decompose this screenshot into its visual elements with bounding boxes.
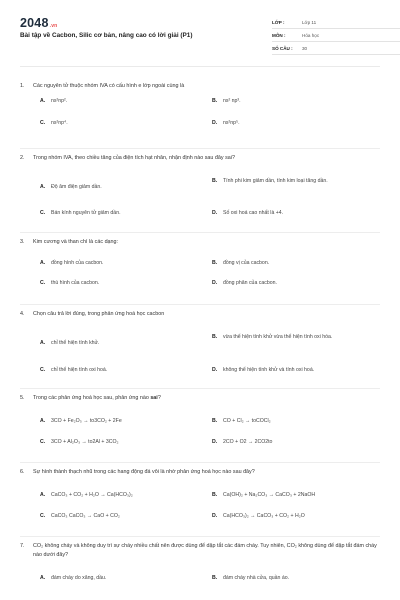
- option-a[interactable]: A. chỉ thể hiện tính khử.: [40, 340, 100, 346]
- question-5: [20, 394, 380, 445]
- question-text: Trong nhóm IVA, theo chiều tăng của điện tích hạt nhân, nhận định nào sau đây sai?: [33, 155, 235, 161]
- question-text: Trong các phản ứng hoá học sau, phản ứng nào sai?: [33, 395, 161, 401]
- meta-label: SỐ CÂU :: [272, 45, 293, 51]
- option-a[interactable]: A. đám cháy do xăng, dầu.: [40, 575, 107, 581]
- option-a[interactable]: A. Độ âm điện giảm dần.: [40, 184, 102, 190]
- question-divider: [20, 148, 380, 149]
- option-d[interactable]: D. ns²np⁵.: [212, 120, 240, 126]
- option-c[interactable]: C. CaCO₃ CaCO₃ → CaO + CO₂: [40, 513, 120, 519]
- question-text: Chọn câu trả lời đúng, trong phản ứng hoá học cacbon: [33, 311, 165, 317]
- meta-row-class: [272, 16, 400, 29]
- meta-label: MÔN :: [272, 32, 286, 38]
- option-c[interactable]: C. 3CO + Al₂O₃ → to2Al + 3CO₂: [40, 439, 119, 445]
- meta-value: Lớp 11: [302, 19, 317, 25]
- question-divider: [20, 388, 380, 389]
- question-number: 5.: [20, 395, 25, 401]
- option-c[interactable]: C. chỉ thể hiện tính oxi hoá.: [40, 367, 108, 373]
- header-divider: [20, 66, 380, 67]
- question-2: [20, 154, 380, 216]
- question-stem: [20, 394, 380, 403]
- question-text: Kim cương và than chì là các dạng:: [33, 239, 119, 245]
- document-title: Bài tập về Cacbon, Silic cơ bản, nâng cao có lời giải (P1): [20, 32, 193, 39]
- option-d[interactable]: D. 2CO + O2 → 2CO2to: [212, 439, 273, 445]
- meta-row-count: [272, 42, 400, 55]
- option-b[interactable]: B. ns² np³.: [212, 98, 241, 104]
- option-b[interactable]: B. đồng vị của cacbon.: [212, 260, 270, 266]
- option-c[interactable]: C. thù hình của cacbon.: [40, 280, 100, 286]
- question-number: 3.: [20, 239, 25, 245]
- option-d[interactable]: D. Ca(HCO₃)₂ → CaCO₃ + CO₂ + H₂O: [212, 513, 305, 519]
- question-3: [20, 238, 380, 286]
- option-d[interactable]: D. đồng phân của cacbon.: [212, 280, 277, 286]
- question-stem: [20, 310, 380, 319]
- question-4: [20, 310, 380, 373]
- question-text: Sự hình thành thạch nhũ trong các hang động đá vôi là nhờ phản ứng hoá học nào sau đây?: [33, 469, 255, 475]
- question-stem: [20, 542, 380, 560]
- option-a[interactable]: A. CaCO₃ + CO₂ + H₂O → Ca(HCO₃)₂: [40, 492, 133, 498]
- option-a[interactable]: A. 3CO + Fe₂O₃ → to3CO₂ + 2Fe: [40, 418, 122, 424]
- question-6: [20, 468, 380, 519]
- option-b[interactable]: B. đám cháy nhà cửa, quần áo.: [212, 575, 290, 581]
- site-logo[interactable]: 2048.vn: [20, 16, 58, 30]
- option-b[interactable]: B. Ca(OH)₂ + Na₂CO₃ → CaCO₃ + 2NaOH: [212, 492, 316, 498]
- question-stem: [20, 238, 380, 247]
- question-divider: [20, 462, 380, 463]
- question-stem: [20, 154, 380, 163]
- document-meta: [272, 16, 400, 55]
- option-a[interactable]: A. đồng hình của cacbon.: [40, 260, 104, 266]
- meta-value: 30: [302, 45, 308, 51]
- question-number: 6.: [20, 469, 25, 475]
- option-d[interactable]: D. Số oxi hoá cao nhất là +4.: [212, 210, 284, 216]
- question-text: Các nguyên tử thuộc nhóm IVA có cấu hình e lớp ngoài cùng là: [33, 83, 185, 89]
- question-divider: [20, 536, 380, 537]
- question-text: CO₂ không cháy và không duy trì sự cháy nhiều chất nên được dùng để dập tắt các đám cháy. Tuy nhiên, CO₂ không dùng để dập tắt đám cháy nào dưới đây?: [33, 543, 377, 558]
- question-divider: [20, 304, 380, 305]
- option-a[interactable]: A. ns²np².: [40, 98, 68, 104]
- option-c[interactable]: C. ns²np⁴.: [40, 120, 68, 126]
- option-b[interactable]: B. CO + Cl₂ → toCOCl₂: [212, 418, 271, 424]
- question-7: [20, 542, 380, 581]
- meta-label: LỚP :: [272, 19, 285, 25]
- option-b[interactable]: B. vừa thể hiện tính khử vừa thể hiện tính oxi hóa.: [212, 334, 333, 340]
- option-c[interactable]: C. Bán kính nguyên tử giảm dần.: [40, 210, 121, 216]
- question-stem: [20, 468, 380, 477]
- question-stem: [20, 82, 380, 91]
- document-header: [20, 14, 380, 64]
- option-b[interactable]: B. Tính phi kim giảm dần, tính kim loại tăng dần.: [212, 178, 328, 184]
- question-divider: [20, 232, 380, 233]
- question-1: [20, 82, 380, 126]
- emphasis-text: sai: [150, 395, 158, 401]
- option-d[interactable]: D. không thể hiện tính khử và tính oxi hoá.: [212, 367, 315, 373]
- question-number: 4.: [20, 311, 25, 317]
- question-number: 1.: [20, 83, 25, 89]
- question-number: 7.: [20, 543, 25, 549]
- question-number: 2.: [20, 155, 25, 161]
- meta-value: Hóa học: [302, 32, 320, 38]
- meta-row-subject: [272, 29, 400, 42]
